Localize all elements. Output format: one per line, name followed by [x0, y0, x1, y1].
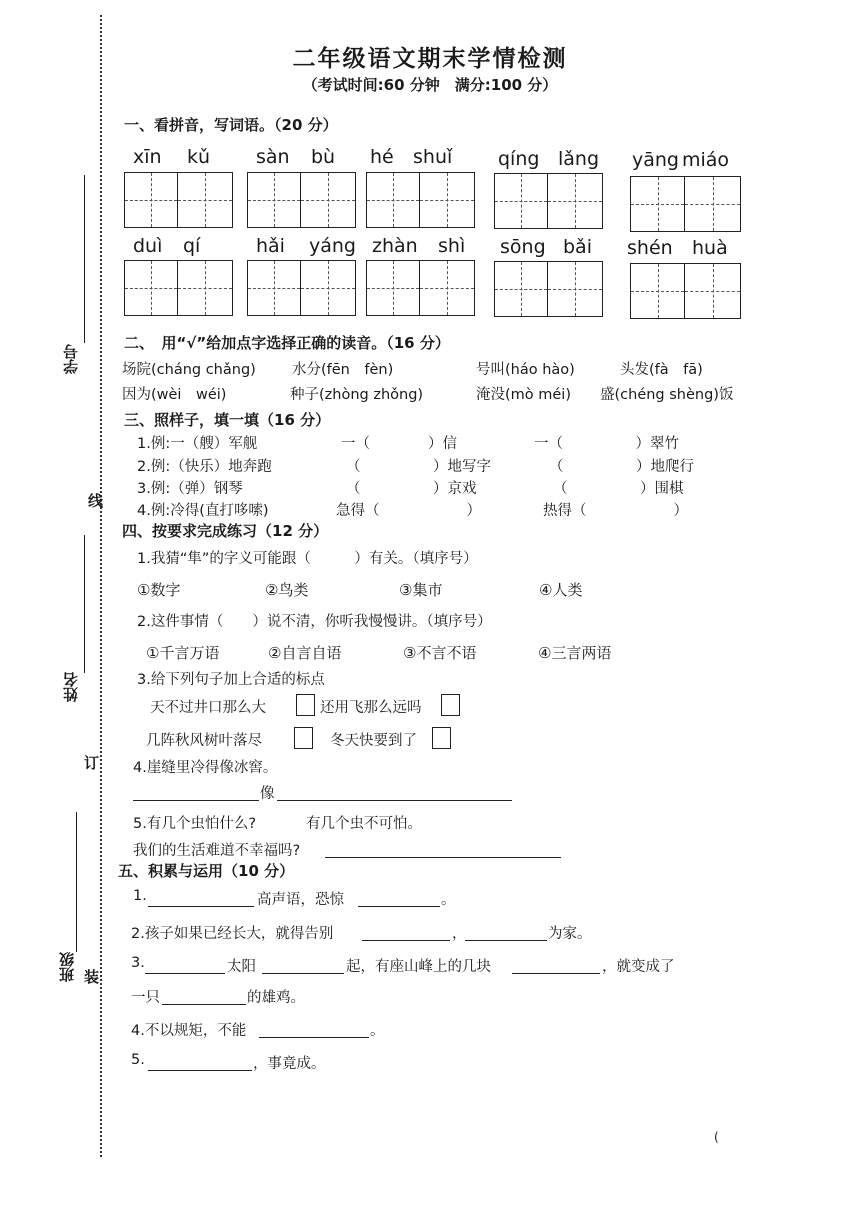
writing-grid[interactable] [630, 263, 741, 319]
writing-grid[interactable] [124, 172, 233, 228]
reading-choice[interactable]: 盛(chéng shèng)饭 [600, 387, 734, 403]
writing-grid[interactable] [494, 261, 603, 317]
section3-heading: 三、照样子，填一填（16 分） [124, 411, 331, 429]
page-subtitle: （考试时间:60 分钟 满分:100 分） [302, 76, 558, 94]
pinyin: xīn [133, 146, 162, 168]
answer-line[interactable] [465, 940, 547, 941]
reading-choice[interactable]: 号叫(háo hào) [476, 362, 575, 378]
pinyin: sōng [500, 236, 546, 258]
answer-line[interactable] [262, 973, 344, 974]
pinyin: shuǐ [413, 146, 453, 168]
line-text: ，事竟成。 [253, 1056, 326, 1072]
answer-line[interactable] [358, 906, 440, 907]
pinyin: huà [692, 237, 728, 259]
punctuation-box[interactable] [441, 694, 460, 716]
fill-blank[interactable]: （ ）围棋 [553, 481, 684, 497]
question-text: 4.崖缝里冷得像冰窖。 [133, 760, 278, 776]
line-text: 的雄鸡。 [247, 990, 305, 1006]
page-mark: ( [714, 1130, 719, 1144]
answer-line[interactable] [259, 1037, 369, 1038]
line-text: 3. [131, 955, 145, 971]
fill-blank[interactable]: （ ）地写字 [346, 459, 491, 475]
fill-blank[interactable]: 急得（ ） [336, 503, 481, 519]
line-text: 4.不以规矩，不能 [131, 1023, 247, 1039]
writing-grid[interactable] [124, 260, 233, 316]
line-text: 起，有座山峰上的几块 [346, 959, 491, 975]
writing-grid[interactable] [630, 176, 741, 232]
line-text: 2.孩子如果已经长大，就得告别 [131, 926, 334, 942]
fill-blank[interactable]: （ ）京戏 [346, 481, 477, 497]
section4-heading: 四、按要求完成练习（12 分） [122, 522, 329, 540]
class-label: 班级 [58, 952, 76, 982]
option[interactable]: ④人类 [539, 581, 583, 599]
line-text: 为家。 [548, 926, 592, 942]
pinyin: hǎi [256, 235, 285, 257]
pinyin: zhàn [372, 235, 418, 257]
pinyin: bù [311, 146, 336, 168]
example-text: 2.例:（快乐）地奔跑 [137, 459, 272, 475]
sentence-text: 像 [260, 786, 275, 802]
pinyin: shén [627, 237, 673, 259]
fill-blank[interactable]: 一（ ）翠竹 [534, 436, 679, 452]
option[interactable]: ②鸟类 [265, 581, 309, 599]
answer-line[interactable] [512, 973, 600, 974]
pinyin: hé [370, 146, 394, 168]
answer-line[interactable] [145, 973, 225, 974]
option[interactable]: ③不言不语 [403, 644, 477, 662]
writing-grid[interactable] [366, 260, 475, 316]
line-text: 。 [441, 892, 456, 908]
student-no-blank [84, 175, 85, 343]
fill-blank[interactable]: （ ）地爬行 [549, 459, 694, 475]
answer-line[interactable] [325, 857, 561, 858]
question-text: 1.我猜“隼”的字义可能跟（ ）有关。（填序号） [137, 551, 478, 567]
binding-mark-line: 线 [88, 492, 104, 510]
reading-choice[interactable]: 场院(cháng chǎng) [122, 362, 256, 378]
line-text: 。 [370, 1023, 385, 1039]
answer-line[interactable] [133, 800, 259, 801]
writing-grid[interactable] [366, 172, 475, 228]
line-text: 1. [133, 888, 147, 904]
option[interactable]: ①数字 [137, 581, 181, 599]
writing-grid[interactable] [247, 260, 356, 316]
option[interactable]: ②自言自语 [268, 644, 342, 662]
question-text: 2.这件事情（ ）说不清，你听我慢慢讲。（填序号） [137, 614, 492, 630]
section5-heading: 五、积累与运用（10 分） [118, 862, 295, 880]
question-text: 有几个虫不可怕。 [306, 816, 422, 832]
punctuation-box[interactable] [296, 694, 315, 716]
answer-line[interactable] [362, 940, 450, 941]
pinyin: bǎi [563, 236, 592, 258]
answer-line[interactable] [162, 1004, 246, 1005]
pinyin: qíng [498, 148, 540, 170]
writing-grid[interactable] [494, 173, 603, 229]
binding-mark-zhuang: 装 [84, 968, 100, 986]
punctuation-box[interactable] [432, 727, 451, 749]
example-text: 4.例:冷得(直打哆嗦) [137, 503, 269, 519]
reading-choice[interactable]: 水分(fēn fèn) [292, 362, 394, 378]
pinyin: sàn [256, 146, 290, 168]
option[interactable]: ④三言两语 [538, 644, 612, 662]
example-text: 3.例:（弹）钢琴 [137, 481, 243, 497]
reading-choice[interactable]: 淹没(mò méi) [476, 387, 571, 403]
pinyin: kǔ [187, 146, 211, 168]
option[interactable]: ①千言万语 [146, 644, 220, 662]
question-text: 我们的生活难道不幸福吗? [133, 843, 301, 859]
binding-dotted-line [100, 15, 102, 1157]
page-title: 二年级语文期末学情检测 [292, 46, 568, 72]
line-text: ， [452, 926, 467, 942]
student-no-label: 学号 [62, 344, 80, 374]
example-text: 1.例:一（艘）军舰 [137, 436, 258, 452]
punctuation-box[interactable] [294, 727, 313, 749]
option[interactable]: ③集市 [399, 581, 443, 599]
reading-choice[interactable]: 种子(zhòng zhǒng) [290, 387, 424, 403]
line-text: 5. [131, 1052, 145, 1068]
line-text: ，就变成了 [602, 959, 675, 975]
name-label: 姓名 [62, 672, 80, 702]
reading-choice[interactable]: 头发(fà fā) [620, 362, 703, 378]
line-text: 太阳 [227, 959, 256, 975]
pinyin: shì [438, 235, 466, 257]
pinyin: miáo [682, 149, 730, 171]
binding-mark-ding: 订 [84, 754, 100, 772]
section2-heading: 二、 用“√”给加点字选择正确的读音。（16 分） [124, 334, 450, 352]
reading-choice[interactable]: 因为(wèi wéi) [122, 387, 227, 403]
pinyin: duì [133, 235, 163, 257]
pinyin: yáng [309, 235, 356, 257]
answer-line[interactable] [148, 1070, 252, 1071]
sentence-text: 几阵秋风树叶落尽 [146, 733, 262, 749]
pinyin: qí [183, 235, 201, 257]
sentence-text: 天不过井口那么大 [150, 700, 266, 716]
line-text: 一只 [131, 990, 160, 1006]
question-text: 5.有几个虫怕什么? [133, 816, 257, 832]
sentence-text: 冬天快要到了 [330, 733, 417, 749]
section1-heading: 一、看拼音，写词语。（20 分） [124, 116, 338, 134]
sentence-text: 还用飞那么远吗 [320, 700, 422, 716]
writing-grid[interactable] [247, 172, 356, 228]
pinyin: yāng [632, 149, 679, 171]
question-text: 3.给下列句子加上合适的标点 [137, 672, 325, 688]
answer-line[interactable] [148, 906, 254, 907]
name-blank [84, 535, 85, 673]
class-blank [76, 812, 77, 952]
fill-blank[interactable]: 一（ ）信 [341, 436, 457, 452]
answer-line[interactable] [277, 800, 512, 801]
pinyin: lǎng [558, 148, 600, 170]
line-text: 高声语，恐惊 [257, 892, 344, 908]
fill-blank[interactable]: 热得（ ） [543, 503, 688, 519]
